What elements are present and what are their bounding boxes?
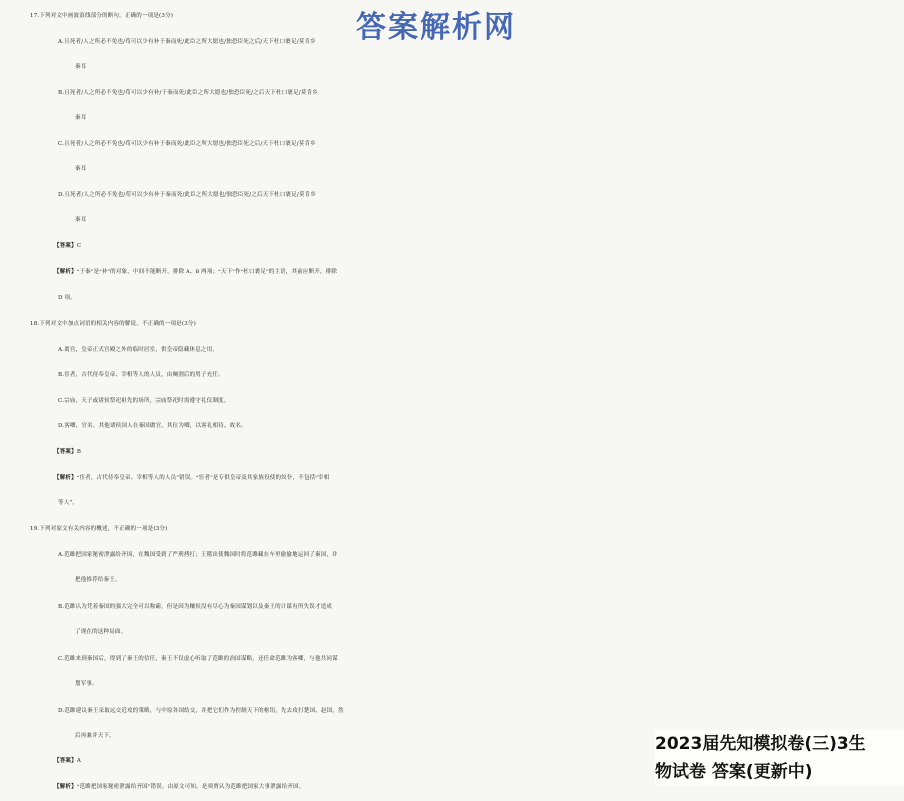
exam-title-line1: 2023届先知模拟卷(三)3生 [655, 734, 866, 754]
q19-analysis: “范雎把国家秘密泄露给齐国”错误。由原文可知，是须贾认为范雎把国家大事泄露给齐国。 [76, 784, 305, 790]
q18-option-c: C.宗庙，天子或诸侯祭祀祖先的场所，宗庙祭祀时需遵守礼仪制度。 [58, 398, 230, 404]
q18-answer: B [76, 449, 82, 455]
q18-option-a: A.离宫，皇帝正式宫殿之外的临时居室，供皇帝隐藏休息之用。 [58, 347, 219, 353]
q18-analysis-cont: 等人”。 [58, 500, 79, 506]
q19-option-b-cont: 了现在的这种局面。 [75, 629, 127, 635]
q19-option-d-cont: 后再兼并天下。 [75, 733, 115, 739]
answer-tag: 【答案】 [54, 243, 77, 249]
q17-answer-row [0, 235, 904, 257]
q17-analysis-cont: D 项。 [58, 295, 76, 301]
q17-option-c: C.且死者/人之所必不免也/苟可以少有补于秦而死/此臣之所大愿也/独恐臣死之后/天下杜口裹足/莫肯乡 [58, 141, 316, 147]
q19-option-a: A.范雎把国家秘密泄露给齐国，在魏国受到了严刑拷打；王稽出使魏国时将范雎藏在车里偷偷地运回了秦国，并 [58, 552, 338, 558]
q17-analysis-row [0, 261, 904, 283]
q19-option-b: B.范雎认为凭着秦国的强大完全可以称霸，但是因为穰侯没有尽心为秦国谋划以及秦王的计谋有所失误才造成 [58, 604, 333, 610]
exam-title-caption [655, 730, 904, 786]
q17-option-d: D.且死者/人之所必不免也/苟可以少有补于秦而死/此臣之所大愿也/独恐臣死/之后天下杜口裹足/莫肯乡 [58, 192, 317, 198]
q18-analysis-row [0, 467, 904, 489]
q19-option-c: C.范雎来到秦国后，得到了秦王的信任，秦王不仅虚心听取了范雎的治国谋略，还任命范雎为客卿，与他共同谋 [58, 656, 338, 662]
q17-option-d-cont: 秦耳 [75, 217, 87, 223]
q18-answer-row [0, 441, 904, 463]
analysis-tag: 【解析】 [54, 784, 77, 790]
q18-option-b: B.宦者，古代侍奉皇帝、宰相等人的人员，由阉割后的男子充任。 [58, 372, 224, 378]
analysis-tag: 【解析】 [54, 475, 77, 481]
q18-stem: 18.下列对文中加点词语的相关内容的解说，不正确的一项是(3分) [30, 321, 196, 327]
q19-stem: 19.下列对原文有关内容的概述，不正确的一项是(3分) [30, 526, 168, 532]
q19-answer: A [76, 758, 81, 764]
q19-option-d: D.范雎建议秦王采取远交近攻的策略，与中原各国结交，并把它们作为控制天下的枢纽，先去攻打楚国、赵国，然 [58, 708, 344, 714]
q17-answer: C [76, 243, 82, 249]
q17-analysis: “于秦”是“补”的对象，中间不能断开，排除 A、B 两项；“天下”作“杜口裹足”的主语，其前应断开，排除 [76, 269, 338, 275]
exam-title-line2: 物试卷 答案(更新中) [655, 762, 813, 782]
q17-option-a-cont: 秦耳 [75, 64, 87, 70]
site-watermark: 答案解析网 [356, 10, 516, 45]
q17-option-b: B.且死者/人之所必不免也/苟可以少有补/于秦而死/此臣之所大愿也/独恐臣死/之后天下杜口裹足/莫肯乡 [58, 90, 318, 96]
answer-tag: 【答案】 [54, 758, 77, 764]
q17-option-a: A.且死者/人之所必不免也/苟可以少有补于秦而死/此臣之所大愿也/独恐臣死之后/天下杜口裹足/莫肯乡 [58, 39, 316, 45]
q17-stem: 17.下列对文中画波浪线部分的断句，正确的一项是(3分) [30, 13, 174, 19]
q18-option-d: D.客卿，官名。其他诸侯国人在秦国做官，其位为卿，以客礼相待，故名。 [58, 423, 247, 429]
answer-tag: 【答案】 [54, 449, 77, 455]
q19-option-c-cont: 划军事。 [75, 681, 98, 687]
q17-option-c-cont: 秦耳 [75, 166, 87, 172]
q18-analysis: “宦者，古代侍奉皇帝、宰相等人的人员”错误。“宦者”是专供皇帝及其家族役使的奴仆，不包括“宰相 [76, 475, 330, 481]
q19-option-a-cont: 把他推荐给秦王。 [75, 577, 121, 583]
q17-option-b-cont: 秦耳 [75, 115, 87, 121]
analysis-tag: 【解析】 [54, 269, 77, 275]
